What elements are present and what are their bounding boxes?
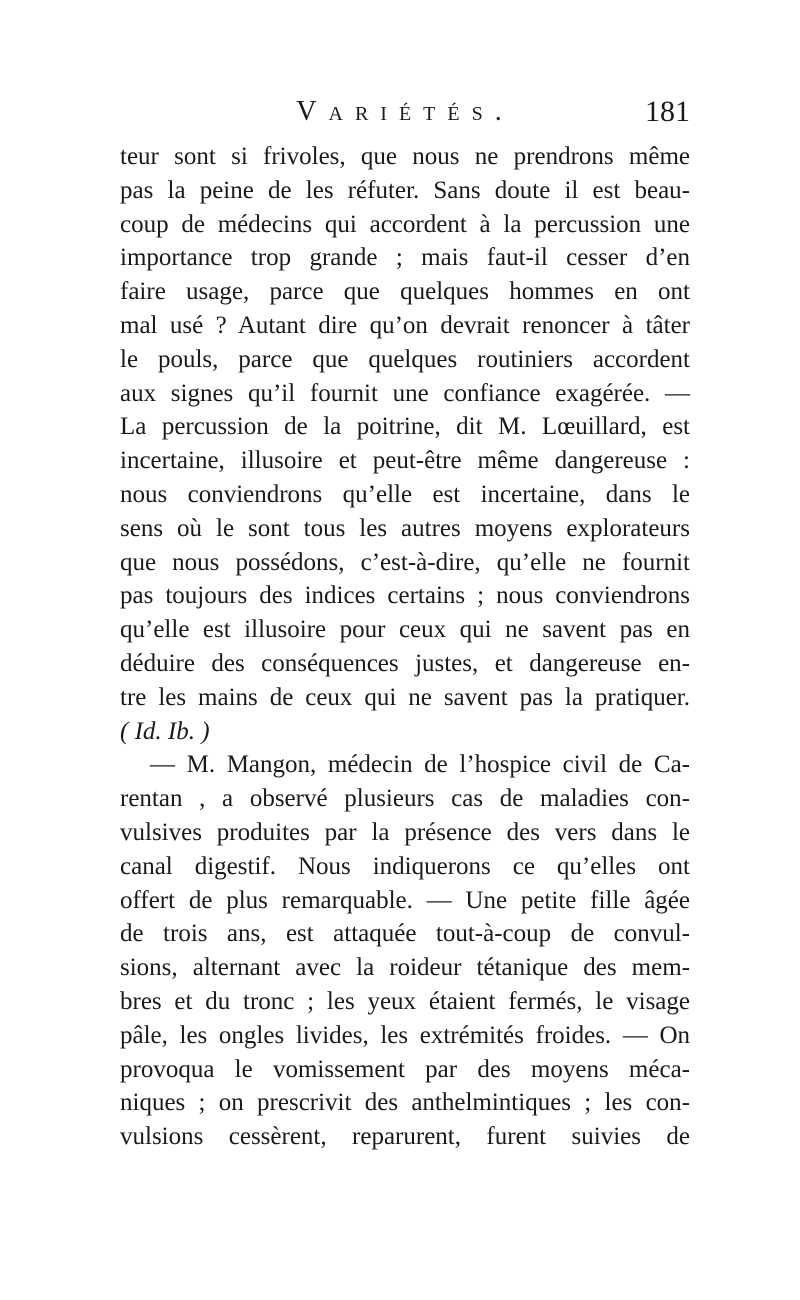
text-line: vulsions cessèrent, reparurent, furent suivies de <box>120 1123 690 1151</box>
text-line: canal digestif. Nous indiquerons ce qu’elles ont <box>120 852 690 880</box>
text-line: qu’elle est illusoire pour ceux qui ne savent pas en <box>120 616 690 644</box>
text-line: de trois ans, est attaquée tout-à-coup de convul- <box>120 920 690 948</box>
text-line: rentan , a observé plusieurs cas de maladies con- <box>120 785 690 813</box>
text-line: niques ; on prescrivit des anthelmintiques ; les con- <box>120 1089 690 1117</box>
text-line: le pouls, parce que quelques routiniers accordent <box>120 345 690 373</box>
text-line: La percussion de la poitrine, dit M. Lœuillard, est <box>120 413 690 441</box>
text-line: déduire des conséquences justes, et dangereuse en- <box>120 649 690 677</box>
text-line: coup de médecins qui accordent à la percussion une <box>120 210 690 238</box>
text-line: aux signes qu’il fournit une confiance exagérée. — <box>120 379 690 407</box>
text-line: pas toujours des indices certains ; nous conviendrons <box>120 582 690 610</box>
text-line: sens où le sont tous les autres moyens explorateurs <box>120 514 690 542</box>
paragraph-start-line: — M. Mangon, médecin de l’hospice civil de Ca- <box>150 751 690 779</box>
text-line: pâle, les ongles livides, les extrémités froides. — On <box>120 1021 690 1049</box>
text-line: mal usé ? Autant dire qu’on devrait renoncer à tâter <box>120 311 690 339</box>
body-text <box>120 140 690 1154</box>
citation-line: ( Id. Ib. ) <box>120 717 210 745</box>
text-line: pas la peine de les réfuter. Sans doute il est beau- <box>120 176 690 204</box>
running-head <box>120 92 690 132</box>
page-number: 181 <box>645 95 690 128</box>
text-line: nous conviendrons qu’elle est incertaine, dans le <box>120 480 690 508</box>
text-line: faire usage, parce que quelques hommes en ont <box>120 278 690 306</box>
text-line: que nous possédons, c’est-à-dire, qu’elle ne fournit <box>120 548 690 576</box>
running-title: Variétés. <box>296 96 514 127</box>
text-line: provoqua le vomissement par des moyens méca- <box>120 1055 690 1083</box>
text-line: tre les mains de ceux qui ne savent pas la pratiquer. <box>120 683 690 711</box>
text-line: teur sont si frivoles, que nous ne prendrons même <box>120 143 690 170</box>
text-line: importance trop grande ; mais faut-il cesser d’en <box>120 244 690 272</box>
text-line: bres et du tronc ; les yeux étaient fermés, le visage <box>120 987 690 1015</box>
text-line: vulsives produites par la présence des vers dans le <box>120 818 690 846</box>
text-line: sions, alternant avec la roideur tétanique des mem- <box>120 954 690 982</box>
text-line: offert de plus remarquable. — Une petite fille âgée <box>120 886 690 914</box>
text-line: incertaine, illusoire et peut-être même dangereuse : <box>120 447 690 475</box>
